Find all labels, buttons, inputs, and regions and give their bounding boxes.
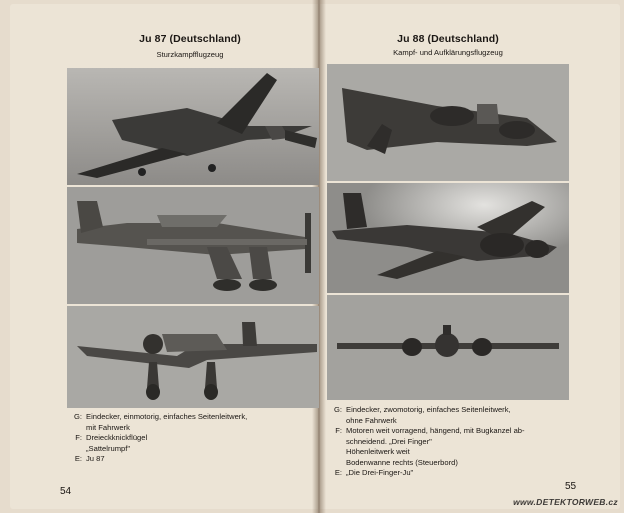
right-page-subtitle: Kampf- und Aufklärungsflugzeug [393, 48, 503, 57]
site-watermark: www.DETEKTORWEB.cz [513, 497, 618, 507]
photo-ju88-clouds [327, 183, 569, 293]
legend-text: Ju 87 [86, 454, 105, 463]
legend-row-e [68, 454, 308, 465]
legend-row-f [328, 426, 578, 468]
legend-text: „Die Drei-Finger-Ju" [346, 468, 414, 477]
photo-ju87-side [67, 187, 319, 304]
legend-text: Eindecker, zwomotorig, einfaches Seitenleitwerk, ohne Fahrwerk [346, 405, 511, 425]
legend-text: Dreieckknickflügel „Sattelrumpf" [86, 433, 148, 453]
left-page-title: Ju 87 (Deutschland) [139, 33, 241, 45]
legend-row-e [328, 468, 578, 479]
legend-key: E: [334, 468, 342, 477]
legend-text: Motoren weit vorragend, hängend, mit Bugkanzel ab- schneidend. „Drei Finger" Höhenleitwerk weit Bodenwanne rechts (Steuerbord) [346, 426, 525, 467]
right-page-title: Ju 88 (Deutschland) [397, 33, 499, 45]
left-page-number: 54 [60, 486, 72, 497]
photo-ju88-flight [327, 64, 569, 181]
legend-row-g [68, 412, 308, 433]
photo-ju87-below [67, 68, 319, 185]
photo-ju87-front [67, 306, 319, 408]
legend-key: F: [335, 426, 342, 435]
left-page-subtitle: Sturzkampfflugzeug [156, 50, 224, 59]
photo-ju88-headon [327, 295, 569, 400]
legend-row-g [328, 405, 578, 426]
legend-key: E: [74, 454, 82, 463]
legend-key: G: [73, 412, 82, 421]
left-legend [68, 412, 308, 465]
right-legend [328, 405, 578, 479]
legend-text: Eindecker, einmotorig, einfaches Seitenleitwerk, mit Fahrwerk [86, 412, 248, 432]
legend-key: F: [75, 433, 82, 442]
right-page-number: 55 [565, 481, 577, 492]
legend-key: G: [333, 405, 342, 414]
legend-row-f [68, 433, 308, 454]
